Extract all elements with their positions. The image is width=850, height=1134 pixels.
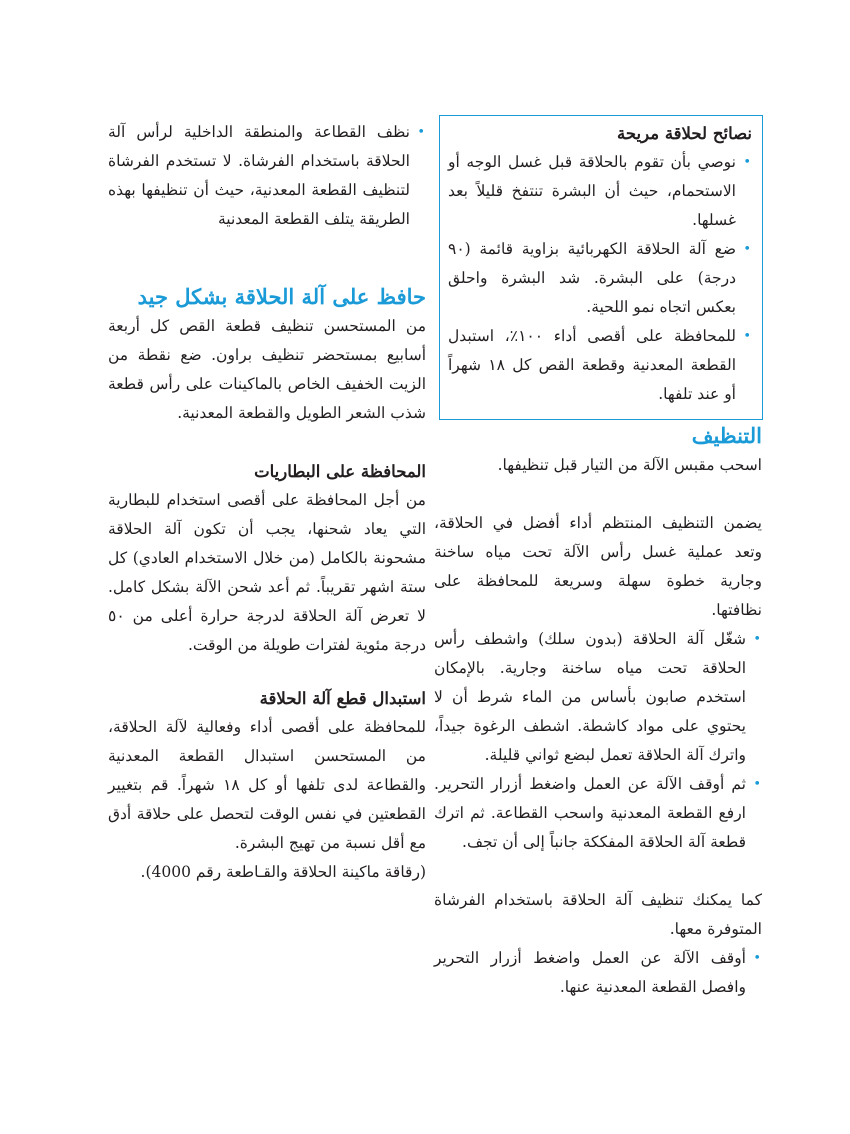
- cleaning-intro: يضمن التنظيف المنتظم أداء أفضل في الحلاقة، وتعد عملية غسل رأس الآلة تحت مياه ساخنة وجارية خطوة سهلة وسريعة للمحافظة على نظافتها.: [434, 514, 762, 619]
- maintain-section: [108, 282, 426, 428]
- battery-title: المحافظة على البطاريات: [254, 462, 426, 481]
- replace-body: للمحافظة على أقصى أداء وفعالية لآلة الحلاقة، من المستحسن استبدال القطعة المعدنية والقطاعة لدى تلفها أو كل ١٨ شهراً. قم بتغيير القطعتين في نفس الوقت لتحصل على حلاقة أدق مع أقل نسبة من تهيج البشرة.: [108, 718, 426, 852]
- cleaning-steps: [434, 625, 762, 857]
- brush-steps: [434, 944, 762, 1002]
- bullet-icon: •: [753, 951, 761, 966]
- bullet-icon: •: [743, 329, 751, 344]
- brush-intro: كما يمكنك تنظيف آلة الحلاقة باستخدام الفرشاة المتوفرة معها.: [434, 891, 762, 938]
- bullet-icon: •: [743, 242, 751, 257]
- replace-section: [108, 684, 426, 887]
- brush-step: • نظف القطاعة والمنطقة الداخلية لرأس آلة الحلاقة باستخدام الفرشاة. لا تستخدم الفرشاة لتنظيف القطعة المعدنية، حيث أن تنظيفها بهذه الطريقة يتلف القطعة المعدنية: [108, 118, 426, 234]
- bullet-icon: •: [753, 777, 761, 792]
- maintain-body: من المستحسن تنظيف قطعة القص كل أربعة أسابيع بمستحضر تنظيف براون. ضع نقطة من الزيت الخفيف الخاص بالماكينات على رأس قطعة شذب الشعر الطويل والقطعة المعدنية.: [108, 317, 426, 422]
- battery-body: من أجل المحافظة على أقصى استخدام للبطارية التي يعاد شحنها، يجب أن تكون آلة الحلاقة مشحونة بالكامل (من خلال الاستخدام العادي) كل ستة اشهر تقريباً. ثم أعد شحن الآلة بشكل كامل. لا تعرض آلة الحلاقة لدرجة حرارة أعلى من ٥٠ درجة مئوية لفترات طويلة من الوقت.: [108, 491, 426, 654]
- cleaning-title: التنظيف: [691, 423, 762, 448]
- unplug-text: اسحب مقبس الآلة من التيار قبل تنظيفها.: [497, 456, 762, 474]
- bullet-icon: •: [417, 125, 425, 140]
- bullet-icon: •: [753, 632, 761, 647]
- brush-step: • أوقف الآلة عن العمل واضغط أزرار التحرير وافصل القطعة المعدنية عنها.: [434, 944, 762, 1002]
- brush-steps-continued: [108, 118, 426, 234]
- cleaning-section: [434, 421, 762, 1002]
- tip-item: • للمحافظة على أقصى أداء ١٠٠٪، استبدل القطعة المعدنية وقطعة القص كل ١٨ شهراً أو عند تلفها.: [448, 322, 752, 409]
- replace-title: استبدال قطع آلة الحلاقة: [259, 689, 426, 708]
- cleaning-step: • شغّل آلة الحلاقة (بدون سلك) واشطف رأس الحلاقة تحت مياه ساخنة وجارية. بالإمكان استخدم صابون بأساس من الماء شرط أن لا يحتوي على مواد كاشطة. اشطف الرغوة جيداً، واترك آلة الحلاقة تعمل لبضع ثواني قليلة.: [434, 625, 762, 770]
- tips-title: نصائح لحلاقة مريحة: [617, 124, 752, 143]
- cleaning-step: • ثم أوقف الآلة عن العمل واضغط أزرار التحرير. ارفع القطعة المعدنية واسحب القطاعة. ثم اترك قطعة آلة الحلاقة المفككة جانباً إلى أن تجف.: [434, 770, 762, 857]
- maintain-title: حافظ على آلة الحلاقة بشكل جيد: [137, 284, 426, 309]
- tips-box: [439, 115, 763, 420]
- replace-part-number: (رقاقة ماكينة الحلاقة والقـاطعة رقم 4000).: [140, 863, 426, 881]
- battery-section: [108, 457, 426, 660]
- tips-list: [448, 148, 752, 409]
- tip-item: • نوصي بأن تقوم بالحلاقة قبل غسل الوجه أو الاستحمام، حيث أن البشرة تنتفخ قليلاً بعد غسلها.: [448, 148, 752, 235]
- tip-item: • ضع آلة الحلاقة الكهربائية بزاوية قائمة (٩٠ درجة) على البشرة. شد البشرة واحلق بعكس اتجاه نمو اللحية.: [448, 235, 752, 322]
- bullet-icon: •: [743, 155, 751, 170]
